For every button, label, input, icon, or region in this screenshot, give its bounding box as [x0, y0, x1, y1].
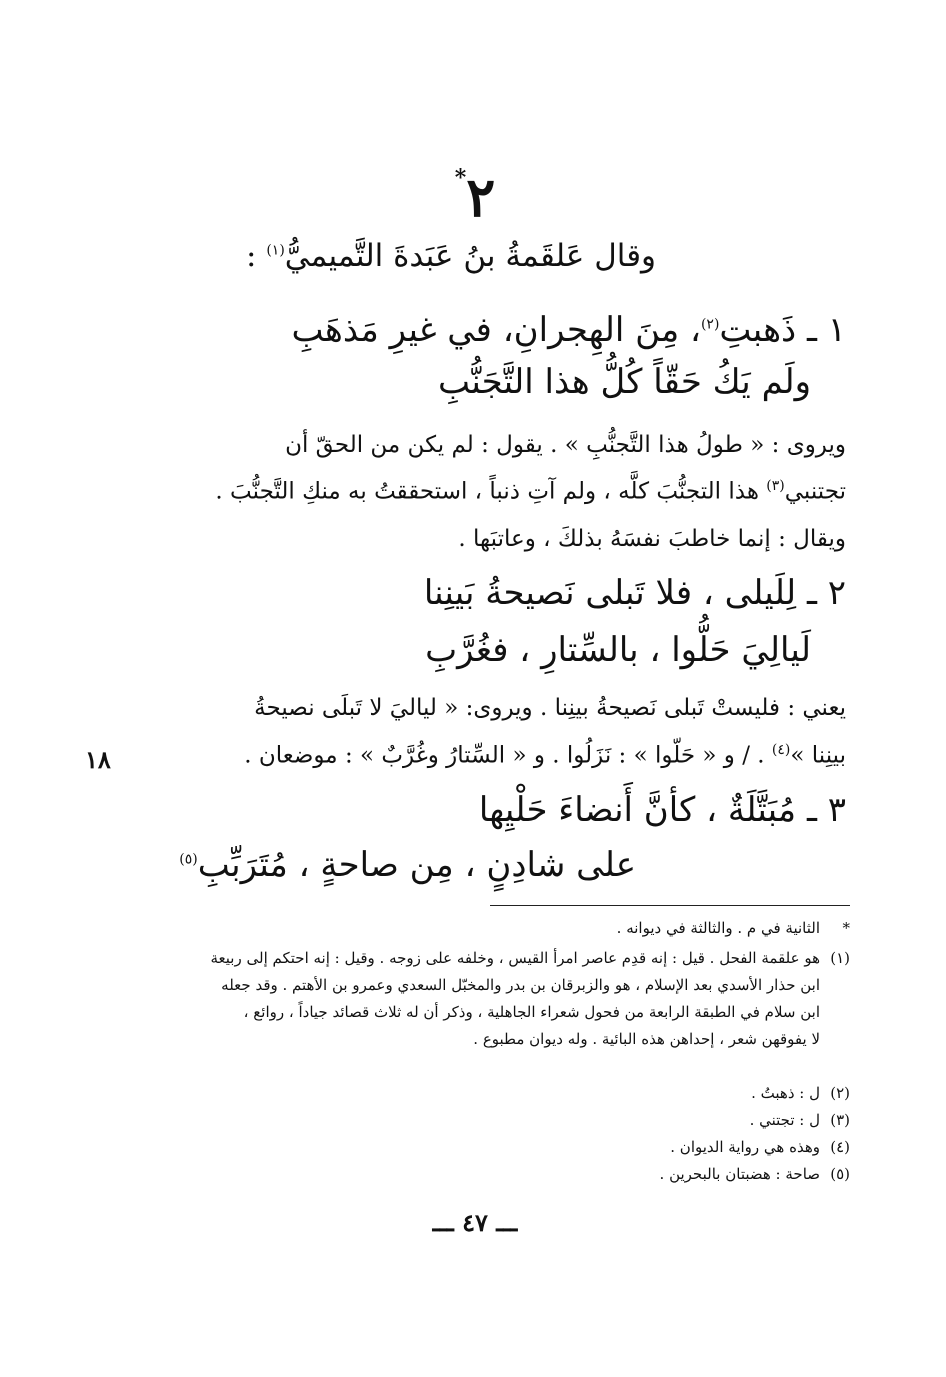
commentary-line [244, 742, 846, 769]
footnote-mark: (٢) [830, 1084, 850, 1102]
footnote-mark: (٤) [830, 1138, 850, 1156]
footnote-4 [670, 1134, 850, 1161]
commentary-text: هذا التجنُّبَ كلَّه ، ولم آتِ ذنباً ، استحققتُ به منكِ التَّجنُّبَ . [215, 478, 759, 505]
verse-number: ١ ـ [806, 310, 846, 350]
footnote-mark: * [842, 919, 850, 937]
poem-intro [246, 238, 656, 274]
footnote-2 [751, 1080, 850, 1107]
footnote-1-line: لا يفوقهن شعر ، إحداهن هذه البائية . وله ديوان مطبوع . [473, 1030, 820, 1048]
footnote-1-line: ابن حذار الأسدي بعد الإسلام ، هو والزبرقان بن بدر والمخبّل السعدي وعمرو بن الأهتم . وقد جعله [221, 976, 820, 994]
commentary-line [215, 478, 846, 505]
footnote-star [617, 915, 850, 942]
verse-text: ذَهبتِ [719, 310, 797, 350]
footnote-mark: (٣) [830, 1111, 850, 1129]
footnote-1-line: ابن سلام في الطبقة الرابعة من فحول شعراء الجاهلية ، وذكر أن له ثلاث قصائد جياداً ، روائع ، [243, 1003, 820, 1021]
poem-star-mark: * [454, 165, 467, 191]
verse-1-first-hemistich [292, 310, 847, 350]
commentary-footnote-ref: (٣) [766, 478, 785, 494]
footnote-3 [750, 1107, 850, 1134]
verse-footnote-ref: (٥) [179, 851, 198, 868]
commentary-line: ويروى : « طولُ هذا التَّجنُّبِ » . يقول : لم يكن من الحقّ أن [285, 432, 846, 458]
commentary-text: بينِنا » [790, 742, 846, 769]
footnote-1 [211, 945, 851, 972]
commentary-line: يعني : فليستْ تَبلى نَصيحةُ بينِنا . ويروى: « لياليَ لا تَبلَى نصيحةُ [254, 695, 846, 721]
verse-footnote-ref: (٢) [700, 316, 720, 333]
commentary-text: تجتنبي [784, 478, 846, 505]
footnote-text: هو علقمة الفحل . قيل : إنه قدِم عاصر امرأ القيس ، وخلفه على زوجه . وقيل : إنه احتكم إلى ربيعة [210, 949, 820, 967]
margin-page-number: ١٨ [85, 745, 111, 774]
verse-2-first-hemistich [424, 573, 846, 613]
footnote-divider [490, 905, 850, 906]
verse-3-second-hemistich [179, 845, 636, 885]
intro-colon: : [246, 238, 257, 274]
verse-number: ٢ ـ [806, 573, 846, 613]
footnote-text: ل : ذهبتُ . [751, 1084, 820, 1102]
footnote-mark: (٥) [830, 1165, 850, 1183]
verse-2-second-hemistich: لَيالِيَ حَلُّوا ، بالسِّتارِ ، فغُرَّبِ [425, 630, 811, 670]
poem-number-value: ٢ [466, 165, 496, 229]
commentary-text: . / و « حَلّوا » : نَزَلُوا . و « السِّتارُ وغُرَّبٌ » : موضعان . [244, 742, 765, 769]
verse-1-second-hemistich: ولَم يَكُ حَقّاً كُلُّ هذا التَّجَنُّبِ [438, 362, 811, 402]
verse-text: لِلَيلى ، فلا تَبلى نَصيحةُ بَينِنا [423, 573, 797, 613]
verse-number: ٣ ـ [806, 790, 846, 830]
commentary-footnote-ref: (٤) [771, 742, 791, 758]
commentary-line: ويقال : إنما خاطبَ نفسَهُ بذلكَ ، وعاتبَها . [458, 526, 846, 552]
verse-text: مُبَتَّلَةٌ ، كأنَّ أَنضاءَ حَلْيِها [478, 790, 797, 830]
page-number: ـــ ٤٧ ـــ [432, 1208, 518, 1237]
verse-text: على شادِنٍ ، مِن صاحةٍ ، مُتَرَبِّبِ [197, 845, 636, 885]
footnote-mark: (١) [830, 949, 850, 967]
footnote-text: صاحة : هضبتان بالبحرين . [659, 1165, 820, 1183]
footnote-text: الثانية في م . والثالثة في ديوانه . [616, 919, 820, 937]
poem-number [430, 165, 520, 229]
footnote-text: ل : تجتني . [749, 1111, 820, 1129]
footnote-text: وهذه هي رواية الديوان . [670, 1138, 820, 1156]
verse-text: ، مِنَ الهِجرانِ، في غيرِ مَذهَبِ [291, 310, 701, 350]
intro-text: وقال عَلقَمةُ بنُ عَبَدةَ التَّميميُّ [284, 238, 656, 274]
verse-3-first-hemistich [479, 790, 846, 830]
intro-footnote-ref: (١) [266, 242, 285, 259]
footnote-5 [660, 1161, 850, 1188]
